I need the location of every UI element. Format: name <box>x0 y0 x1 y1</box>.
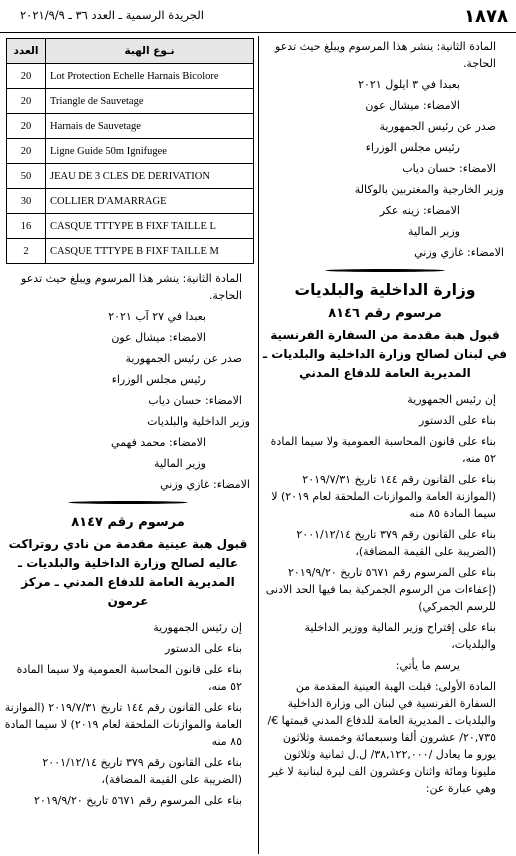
decree-number: مرسوم رقم ٨١٤٦ <box>328 306 442 321</box>
preamble-line: بناء على القانون رقم ٣٧٩ تاريخ ٢٠٠١/١٢/١٤ (الضريبة على القيمة المضافة)، <box>42 756 242 786</box>
foreign-minister: وزير الخارجية والمغتربين بالوكالة <box>354 183 504 196</box>
preamble-line: بناء على القانون رقم ١٤٤ تاريخ ٢٠١٩/٧/٣١ (الموازنة العامة والموازنات الملحقة لعام ٢٠١٩) لا سيما المادة ٨٥ منه <box>4 701 242 748</box>
article-2: المادة الثانية: ينشر هذا المرسوم ويبلغ حيث تدعو الحاجة. <box>21 272 242 302</box>
preamble-line: بناء على المرسوم رقم ٥٦٧١ تاريخ ٢٠١٩/٩/٢٠ <box>33 794 242 807</box>
item-name: COLLIER D'AMARRAGE <box>46 189 254 214</box>
preamble-line: بناء على الدستور <box>165 642 242 655</box>
item-name: CASQUE TTTYPE B FIXF TAILLE L <box>46 214 254 239</box>
item-qty: 20 <box>7 64 46 89</box>
item-qty: 30 <box>7 189 46 214</box>
table-row <box>7 164 254 189</box>
table-header-row <box>7 39 254 64</box>
finance-minister: وزير المالية <box>408 225 460 238</box>
decree-number: مرسوم رقم ٨١٤٧ <box>71 515 185 530</box>
item-qty: 20 <box>7 114 46 139</box>
interior-minister: وزير الداخلية والبلديات <box>147 415 250 428</box>
ministry-title: وزارة الداخلية والبلديات <box>294 281 476 299</box>
table-row <box>7 214 254 239</box>
item-qty: 16 <box>7 214 46 239</box>
preamble-line: بناء على الدستور <box>419 414 496 427</box>
page-number: ١٨٧٨ <box>464 6 508 27</box>
signature-president: الامضاء: ميشال عون <box>111 331 206 344</box>
signature-finance: الامضاء: غازي وزني <box>160 478 250 491</box>
preamble-line: بناء على قانون المحاسبة العمومية ولا سيما المادة ٥٢ منه، <box>270 435 496 465</box>
table-row <box>7 189 254 214</box>
signature-pm: الامضاء: حسان دياب <box>402 162 496 175</box>
section-divider <box>2 501 254 504</box>
section-divider <box>262 269 508 272</box>
item-name: Ligne Guide 50m Ignifugee <box>46 139 254 164</box>
column-separator <box>258 36 259 854</box>
table-row <box>7 64 254 89</box>
item-name: JEAU DE 3 CLES DE DERIVATION <box>46 164 254 189</box>
table-row <box>7 114 254 139</box>
table-row <box>7 239 254 264</box>
item-qty: 2 <box>7 239 46 264</box>
preamble-line: بناء على القانون رقم ٣٧٩ تاريخ ٢٠٠١/١٢/١٤ (الضريبة على القيمة المضافة)، <box>296 528 496 558</box>
signature-president: الامضاء: ميشال عون <box>365 99 460 112</box>
signature-foreign: الامضاء: زينه عكر <box>379 204 460 217</box>
decrees-heading: يرسم ما يأتي: <box>395 659 460 672</box>
issued-by: صدر عن رئيس الجمهورية <box>379 120 496 133</box>
item-qty: 20 <box>7 139 46 164</box>
item-name: CASQUE TTTYPE B FIXF TAILLE M <box>46 239 254 264</box>
signature-interior: الامضاء: محمد فهمي <box>111 436 206 449</box>
table-row <box>7 89 254 114</box>
item-name: Lot Protection Echelle Harnais Bicolore <box>46 64 254 89</box>
donation-table <box>6 38 254 264</box>
decree-date: بعبدا في ٣ ايلول ٢٠٢١ <box>358 78 460 91</box>
signature-finance: الامضاء: غازي وزني <box>414 246 504 259</box>
decree-date: بعبدا في ٢٧ آب ٢٠٢١ <box>108 310 206 323</box>
table-row <box>7 139 254 164</box>
item-name: Harnais de Sauvetage <box>46 114 254 139</box>
right-column <box>262 38 508 801</box>
article-1: المادة الأولى: قبلت الهبة العينية المقدمة من السفارة الفرنسية في لبنان الى وزارة الداخلية والبلديات ـ المديرية العامة للدفاع المدني قيمتها €/٢٠,٧٣٥/ عشرون ألفا وسبعمائة وخمسة وثلاثون يورو ما يعادل /٣٨,١٢٢,٠٠٠/ ل.ل ثمانية وثلاثون مليونا ومائة واثنان وعشرون الف ليرة لبنانية لا غير وهي عبارة عن: <box>267 680 496 795</box>
preamble-line: إن رئيس الجمهورية <box>153 621 242 634</box>
item-qty: 20 <box>7 89 46 114</box>
col-header-qty: العدد <box>7 39 46 64</box>
issued-by: صدر عن رئيس الجمهورية <box>125 352 242 365</box>
finance-minister: وزير المالية <box>154 457 206 470</box>
preamble-line: بناء على المرسوم رقم ٥٦٧١ تاريخ ٢٠١٩/٩/٢٠ (إعفاءات من الرسوم الجمركية بما فيها الحد الادنى للرسم الجمركي) <box>265 566 496 613</box>
col-header-name: نـوع الهبة <box>46 39 254 64</box>
signature-pm: الامضاء: حسان دياب <box>148 394 242 407</box>
preamble-line: إن رئيس الجمهورية <box>407 393 496 406</box>
item-qty: 50 <box>7 164 46 189</box>
left-column <box>2 38 254 813</box>
item-name: Triangle de Sauvetage <box>46 89 254 114</box>
prime-minister: رئيس مجلس الوزراء <box>365 141 460 154</box>
gazette-issue: الجريدة الرسمية ـ العدد ٣٦ ـ ٢٠٢١/٩/٩ <box>20 8 204 22</box>
decree-subject: قبول هبة عينية مقدمة من نادي روتراكت عاليه لصالح وزارة الداخلية والبلديات ـ المديرية العامة للدفاع المدني ـ مركز عرمون <box>8 537 248 608</box>
preamble-line: بناء على القانون رقم ١٤٤ تاريخ ٢٠١٩/٧/٣١ (الموازنة العامة والموازنات الملحقة لعام ٢٠١٩) لا سيما المادة ٨٥ منه <box>271 473 496 520</box>
article-2: المادة الثانية: ينشر هذا المرسوم ويبلغ حيث تدعو الحاجة. <box>275 40 496 70</box>
preamble-line: بناء على إقتراح وزير المالية ووزير الداخلية والبلديات، <box>304 621 496 651</box>
page-header <box>0 0 516 33</box>
decree-subject: قبول هبة مقدمة من السفارة الفرنسية في لبنان لصالح وزارة الداخلية والبلديات ـ المديرية العامة للدفاع المدني <box>263 328 507 380</box>
preamble-line: بناء على قانون المحاسبة العمومية ولا سيما المادة ٥٢ منه، <box>16 663 242 693</box>
prime-minister: رئيس مجلس الوزراء <box>111 373 206 386</box>
